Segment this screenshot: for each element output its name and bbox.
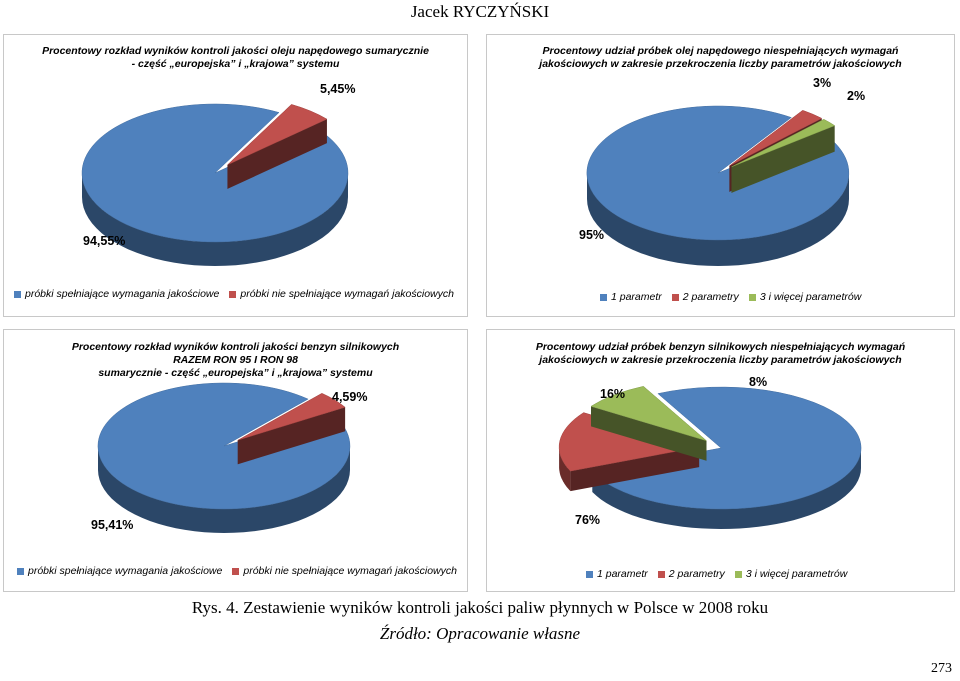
data-label-slice-3: 8% bbox=[749, 375, 768, 389]
chart-title-line: jakościowych w zakresie przekroczenia liczby parametrów jakościowych bbox=[539, 354, 902, 366]
legend-swatch bbox=[232, 568, 239, 575]
chart-title-line: Procentowy udział próbek benzyn silnikowych niespełniających wymagań bbox=[535, 341, 906, 353]
legend-item bbox=[658, 568, 725, 580]
pie-chart bbox=[4, 35, 467, 316]
pie-slices bbox=[587, 106, 849, 266]
legend-swatch bbox=[586, 571, 593, 578]
data-label-slice-1: 76% bbox=[575, 513, 601, 527]
legend-label: 2 parametry bbox=[682, 291, 739, 303]
pie-slices bbox=[559, 386, 861, 529]
chart-title-line: - część „europejska” i „krajowa” systemu bbox=[131, 58, 340, 70]
chart-legend bbox=[600, 291, 871, 303]
chart-title-line: jakościowych w zakresie przekroczenia liczby parametrów jakościowych bbox=[539, 58, 902, 70]
legend-label: 3 i więcej parametrów bbox=[759, 291, 862, 303]
pie-chart bbox=[487, 330, 954, 591]
legend-item bbox=[232, 565, 457, 577]
data-label-slice-1: 95% bbox=[579, 228, 605, 242]
chart-title-line: Procentowy rozkład wyników kontroli jakości oleju napędowego sumarycznie bbox=[42, 45, 429, 57]
legend-item bbox=[14, 288, 219, 300]
legend-label: 2 parametry bbox=[668, 568, 725, 580]
chart-legend bbox=[17, 565, 467, 577]
legend-swatch bbox=[17, 568, 24, 575]
page-number: 273 bbox=[931, 661, 952, 676]
chart-title-line: sumarycznie - część „europejska” i „krajowa” systemu bbox=[98, 367, 373, 379]
legend-item bbox=[600, 291, 662, 303]
author-header: Jacek RYCZYŃSKI bbox=[410, 2, 550, 21]
chart-legend bbox=[14, 288, 464, 300]
figure-caption: Rys. 4. Zestawienie wyników kontroli jakości paliw płynnych w Polsce w 2008 roku bbox=[191, 598, 769, 617]
data-label-slice-2: 4,59% bbox=[332, 390, 368, 404]
legend-item bbox=[749, 291, 862, 303]
data-label-slice-2: 16% bbox=[600, 387, 626, 401]
pie-chart bbox=[487, 35, 954, 316]
chart-legend bbox=[586, 568, 857, 580]
legend-item bbox=[735, 568, 848, 580]
legend-label: próbki spełniające wymagania jakościowe bbox=[25, 288, 220, 300]
legend-item bbox=[672, 291, 739, 303]
chart-panel-gasoline-params bbox=[486, 329, 955, 592]
data-label-slice-3: 2% bbox=[847, 89, 866, 103]
chart-panel-gasoline-overall bbox=[3, 329, 468, 592]
legend-item bbox=[586, 568, 648, 580]
legend-swatch bbox=[229, 291, 236, 298]
data-label-slice-2: 5,45% bbox=[320, 82, 356, 96]
data-label-slice-1: 95,41% bbox=[91, 518, 134, 532]
chart-title-line: Procentowy rozkład wyników kontroli jakości benzyn silnikowych bbox=[71, 341, 400, 353]
legend-item bbox=[17, 565, 222, 577]
legend-swatch bbox=[14, 291, 21, 298]
legend-swatch bbox=[672, 294, 679, 301]
pie-slices bbox=[98, 383, 350, 533]
chart-title-line: Procentowy udział próbek olej napędowego niespełniających wymagań bbox=[542, 45, 899, 57]
legend-label: 3 i więcej parametrów bbox=[745, 568, 848, 580]
chart-title-line: RAZEM RON 95 I RON 98 bbox=[173, 354, 298, 366]
legend-label: próbki nie spełniające wymagań jakościowych bbox=[243, 565, 457, 577]
legend-label: 1 parametr bbox=[597, 568, 648, 580]
chart-panel-diesel-params bbox=[486, 34, 955, 317]
legend-swatch bbox=[735, 571, 742, 578]
legend-swatch bbox=[658, 571, 665, 578]
legend-label: 1 parametr bbox=[611, 291, 662, 303]
legend-swatch bbox=[600, 294, 607, 301]
figure-source: Źródło: Opracowanie własne bbox=[379, 624, 581, 643]
legend-item bbox=[229, 288, 454, 300]
pie-chart bbox=[4, 330, 467, 591]
data-label-slice-2: 3% bbox=[813, 76, 832, 90]
legend-label: próbki nie spełniające wymagań jakościowych bbox=[240, 288, 454, 300]
chart-panel-diesel-overall bbox=[3, 34, 468, 317]
legend-swatch bbox=[749, 294, 756, 301]
data-label-slice-1: 94,55% bbox=[83, 234, 126, 248]
legend-label: próbki spełniające wymagania jakościowe bbox=[28, 565, 223, 577]
